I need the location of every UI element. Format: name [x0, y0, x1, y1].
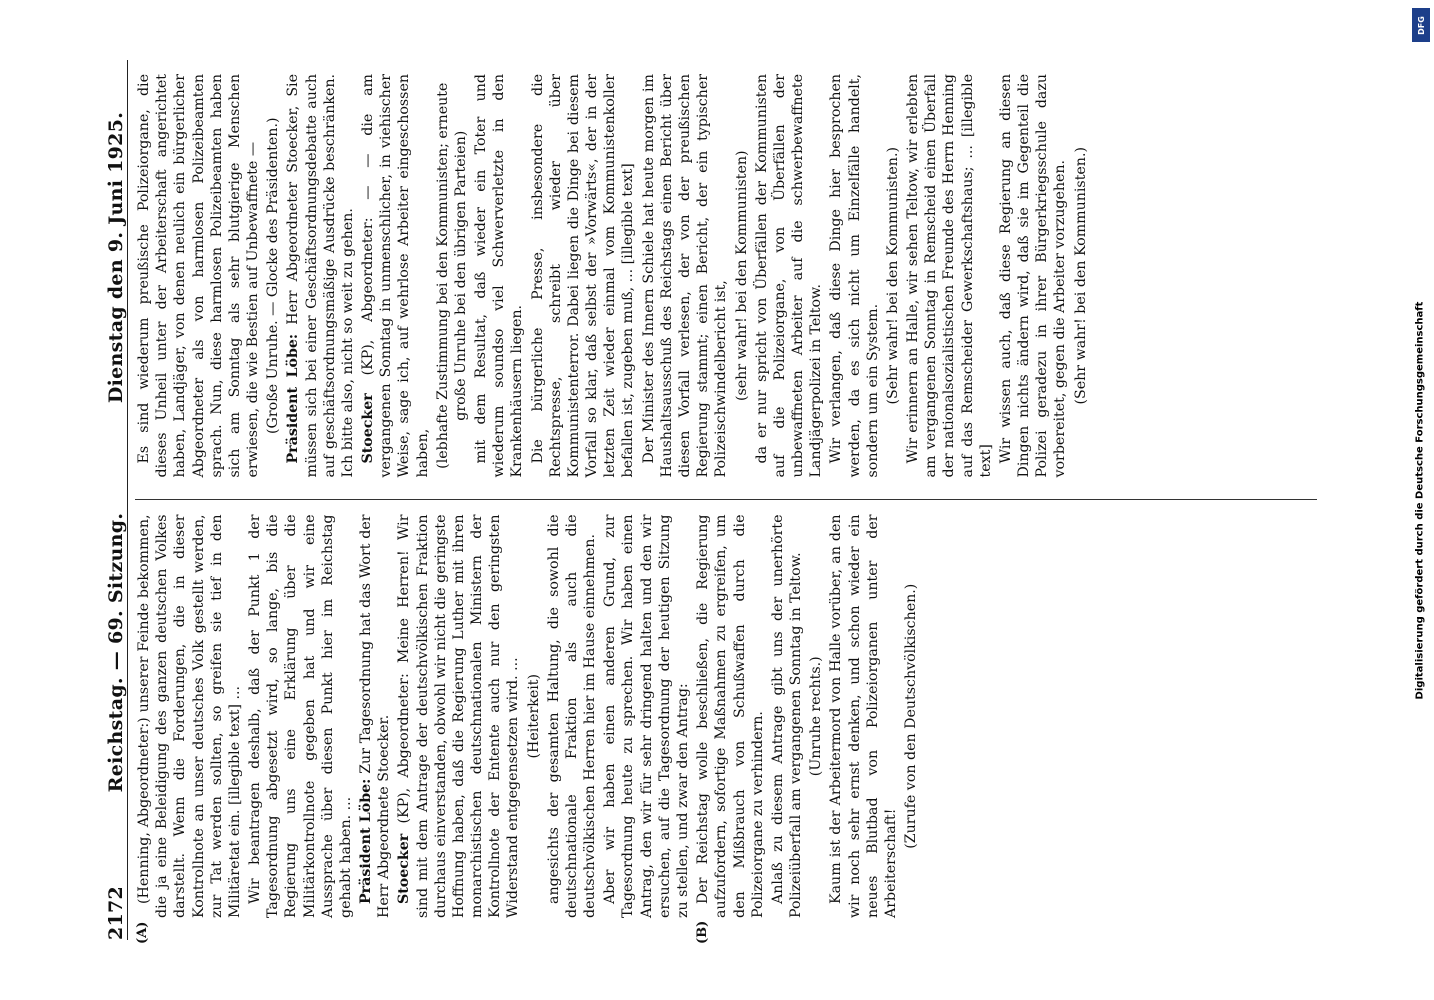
stage-direction: (Sehr wahr! bei den Kommunisten.): [1072, 147, 1089, 405]
paragraph: Es sind wiederum preußische Polizeiorgane, die dieses Unheil unter der Arbeiterschaft angerichtet haben, Landjäger, von denen neulich ein bürgerlicher Abgeordneter als von harmlosen Polizeibeamten sprach. Nun, diese harmlosen Polizeibeamten haben sich am Sonntag als sehr blutgierige Menschen erwiesen, die wie Bestien auf Unbewaffnete —: [136, 74, 262, 478]
paragraph: Aber wir haben einen anderen Grund, zur Tagesordnung heute zu sprechen. Wir haben einen Antrag, den wir für sehr dringend halten und den wir ersuchen, auf die Tagesordnung der heutigen Sitzung zu stellen, und zwar den Antrag:: [602, 514, 691, 918]
speaker-name: Stoecker: [396, 833, 413, 904]
paragraph: Die bürgerliche Presse, insbesondere die Rechtspresse, schreibt wieder über Kommunistenterror. Dabei liegen die Dinge bei diesem Vorfall so klar, daß selbst der »Vorwärts«, der in der letzten Zeit wieder einmal vom Kommunistenkoller befallen ist, zugeben muß, ... [illegible text]: [529, 74, 637, 478]
stage-direction: (Sehr wahr! bei den Kommunisten.): [884, 147, 901, 405]
speech-paragraph: [357, 515, 393, 919]
stage-direction: (sehr wahr! bei den Kommunisten): [733, 150, 750, 402]
paragraph: Wir erinnern an Halle, wir sehen Teltow, wir erlebten am vergangenen Sonntag in Remscheid einen Überfall der nationalsozialistischen Freunde des Herrn Henning auf das Remscheider Gewerkschaftshaus; ... [illegible text]: [905, 74, 994, 478]
text-columns: [135, 60, 1317, 944]
paragraph: (Henning, Abgeordneter:) unserer Feinde bekommen, die ja eine Beleidigung des ganzen deutschen Volkes darstellt. Wenn die Forderungen, die in dieser Kontrollnote an unser deutsches Volk gestellt werden, zur Tat werden sollten, so greifen sie tief in den Militäretat ein. [illegible text] ...: [136, 514, 243, 918]
speech-paragraph: [284, 74, 357, 478]
paragraph: Der Reichstag wolle beschließen, die Regierung aufzufordern, sofortige Maßnahmen zu ergreifen, um den Mißbrauch von Schußwaffen durch die Polizeiorgane zu verhindern.: [695, 514, 766, 918]
paragraph: Kaum ist der Arbeitermord von Halle vorüber, an den wir noch sehr ernst denken, und schon wieder ein neues Blutbad von Polizeiorganen unter der Arbeiterschaft!: [828, 514, 899, 918]
digitization-credit: [1408, 0, 1432, 1000]
speech-paragraph: [359, 74, 432, 478]
stage-direction: (Zurufe von den Deutschvölkischen.): [903, 583, 920, 849]
speaker-name: Stoecker: [360, 393, 377, 464]
page-number: 2172: [105, 885, 127, 940]
paragraph: Wir beantragen deshalb, daß der Punkt 1 der Tagesordnung abgesetzt wird, so lange, bis die Regierung uns eine Erklärung über die Militärkontrollnote gegeben hat und wir eine Aussprache über diesen Punkt hier im Reichstag gehabt haben. ...: [247, 514, 354, 918]
stage-direction: (Heiterkeit): [525, 674, 542, 759]
dfg-logo-text: DFG: [1416, 15, 1426, 35]
paragraph: mit dem Resultat, daß wieder ein Toter und wiederum soundso viel Schwerverletzte in den Krankenhäusern liegen.: [473, 74, 526, 478]
speech-text: (KP), Abgeordneter: — — die am vergangenen Sonntag in unmenschlicher, in viehischer Weise, sage ich, auf wehrlose Arbeiter eingeschossen haben,: [360, 74, 431, 478]
speech-text: Zur Tagesordnung hat das Wort der Herr Abgeordnete Stoecker.: [358, 514, 393, 918]
speaker-name: Präsident Löbe:: [285, 333, 302, 464]
paragraph: angesichts der gesamten Haltung, die sowohl die deutschnationale Fraktion als auch die deutschvölkischen Herren hier im Hause einnehmen.: [545, 514, 599, 918]
speech-text: Herr Abgeordneter Stoecker, Sie müssen sich bei einer Geschäftsordnungsdebatte auch auf geschäftsordnungsmäßige Ausdrücke beschränken. Ich bitte also, nicht so weit zu gehen.: [285, 74, 356, 478]
digitization-credit-text: Digitalisierung gefördert durch die Deutsche Forschungsgemeinschaft: [1414, 301, 1426, 699]
left-column: [135, 501, 1317, 944]
stage-direction: (lebhafte Zustimmung bei den Kommunisten; erneute große Unruhe bei den übrigen Parteien): [434, 82, 469, 469]
stage-direction: (Große Unruhe. — Glocke des Präsidenten.): [265, 117, 282, 434]
paragraph: da er nur spricht von Überfällen der Kommunisten auf die Polizeiorgane, von Überfällen der unbewaffneten Arbeiter auf die schwerbewaffnete Landjägerpolizei in Teltow.: [753, 74, 825, 478]
speaker-name: Präsident Löbe:: [358, 778, 375, 904]
margin-mark-a: (A): [135, 921, 150, 944]
right-column: [135, 60, 1317, 501]
header-right-title: Dienstag den 9. Juni 1925.: [105, 111, 127, 404]
page-header: [97, 60, 128, 940]
paragraph: Der Minister des Innern Schiele hat heute morgen im Haushaltsausschuß des Reichstags einen Bericht über diesen Vorfall verlesen, der von der preußischen Regierung stammt; einen Bericht, der ein typischer Polizeischwindelbericht ist,: [640, 74, 730, 478]
paragraph: Anlaß zu diesem Antrage gibt uns der unerhörte Polizeiüberfall am vergangenen Sonntag in Teltow.: [769, 514, 805, 918]
speech-paragraph: [395, 515, 522, 919]
margin-mark-b: (B): [695, 920, 710, 944]
document-page: [97, 50, 1337, 950]
stage-direction: (Unruhe rechts.): [808, 656, 825, 777]
paragraph: Wir wissen auch, daß diese Regierung an diesen Dingen nichts ändern wird, daß sie im Gegenteil die Polizei geradezu in ihrer Bürgerkriegsschule dazu vorbereitet, gegen die Arbeiter vorzugehen.: [997, 74, 1069, 478]
header-left-title: Reichstag. — 69. Sitzung.: [105, 512, 127, 793]
paragraph: Wir verlangen, daß diese Dinge hier besprochen werden, da es sich nicht um Einzelfälle handelt, sondern um ein System.: [828, 74, 881, 478]
speech-text: (KP), Abgeordneter: Meine Herren! Wir sind mit dem Antrage der deutschvölkischen Fraktion durchaus einverstanden, obwohl wir nicht die geringste Hoffnung haben, daß die Regierung Luther mit ihren monarchistischen deutschnationalen Ministern der Kontrollnote der Entente auch nur den geringsten Widerstand entgegensetzen wird. ...: [396, 514, 522, 918]
